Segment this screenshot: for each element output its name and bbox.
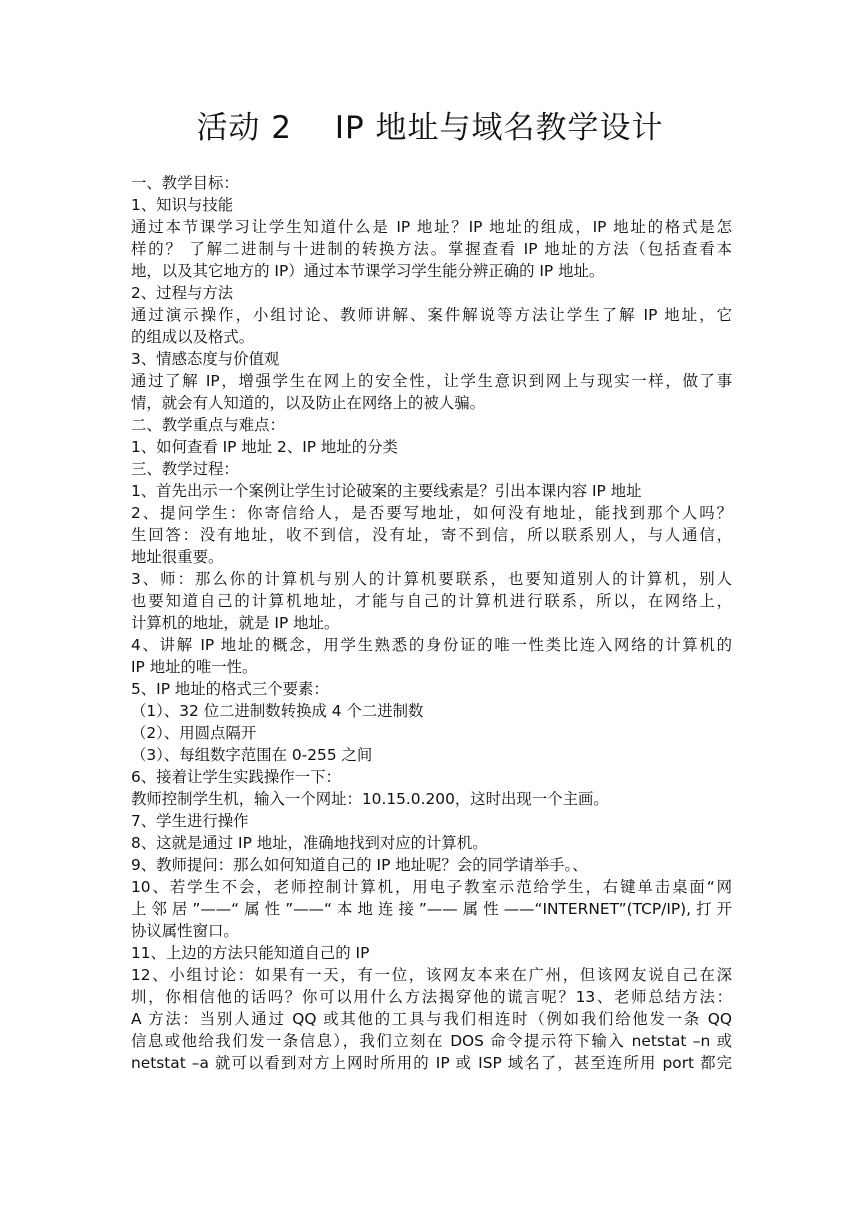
list-item: 6、接着让学生实践操作一下： xyxy=(131,768,341,786)
paragraph-line: 的组成以及格式。 xyxy=(131,328,255,346)
paragraph-line: 样的？ 了解二进制与十进制的转换方法。掌握查看 IP 地址的方法（包括查看本 xyxy=(131,240,732,258)
document-body xyxy=(131,172,732,1074)
heading-teaching-goals: 一、教学目标： xyxy=(131,174,239,192)
list-item: 1、首先出示一个案例让学生讨论破案的主要线索是？引出本课内容 IP 地址 xyxy=(131,482,642,500)
list-item: 10、若学生不会，老师控制计算机，用电子教室示范给学生，右键单击桌面“网 xyxy=(131,878,732,896)
sub-list-item: （3）、每组数字范围在 0-255 之间 xyxy=(131,746,373,764)
list-item: 2、提问学生：你寄信给人，是否要写地址，如何没有地址，能找到那个人吗？ xyxy=(131,504,732,522)
subheading-knowledge-skills: 1、知识与技能 xyxy=(131,196,234,214)
paragraph-line: IP 地址的唯一性。 xyxy=(131,658,258,676)
list-item: 7、学生进行操作 xyxy=(131,812,249,830)
list-item: 3、师：那么你的计算机与别人的计算机要联系，也要知道别人的计算机，别人 xyxy=(131,570,732,588)
list-item: 11、上边的方法只能知道自己的 IP xyxy=(131,944,370,962)
paragraph-line: 协议属性窗口。 xyxy=(131,922,239,940)
paragraph-line: 情，就会有人知道的，以及防止在网络上的被人骗。 xyxy=(131,394,485,412)
list-item: 12、小组讨论：如果有一天，有一位，该网友本来在广州，但该网友说自己在深 xyxy=(131,966,732,984)
paragraph-line: 地，以及其它地方的 IP）通过本节课学习学生能分辨正确的 IP 地址。 xyxy=(131,262,605,280)
list-item: 5、IP 地址的格式三个要素： xyxy=(131,680,329,698)
paragraph-line: 计算机的地址，就是 IP 地址。 xyxy=(131,614,340,632)
paragraph-line: 教师控制学生机，输入一个网址：10.15.0.200，这时出现一个主画。 xyxy=(131,790,609,808)
subheading-attitude-values: 3、情感态度与价值观 xyxy=(131,350,280,368)
sub-list-item: （2）、用圆点隔开 xyxy=(131,724,257,742)
heading-teaching-process: 三、教学过程： xyxy=(131,460,239,478)
paragraph-line: 1、如何查看 IP 地址 2、IP 地址的分类 xyxy=(131,438,398,456)
paragraph-line: 信息或他给我们发一条信息），我们立刻在 DOS 命令提示符下输入 netstat –n 或 xyxy=(131,1032,732,1050)
paragraph-line: A 方法：当别人通过 QQ 或其他的工具与我们相连时（例如我们给他发一条 QQ xyxy=(131,1010,732,1028)
list-item: 8、这就是通过 IP 地址，准确地找到对应的计算机。 xyxy=(131,834,488,852)
list-item: 4、讲解 IP 地址的概念，用学生熟悉的身份证的唯一性类比连入网络的计算机的 xyxy=(131,636,732,654)
paragraph-line: netstat –a 就可以看到对方上网时所用的 IP 或 ISP 域名了，甚至连所用 port 都完 xyxy=(131,1054,732,1072)
paragraph-line: 地址很重要。 xyxy=(131,548,224,566)
heading-key-points: 二、教学重点与难点： xyxy=(131,416,285,434)
paragraph-line: 通过了解 IP，增强学生在网上的安全性，让学生意识到网上与现实一样，做了事 xyxy=(131,372,732,390)
list-item: 9、教师提问：那么如何知道自己的 IP 地址呢？会的同学请举手。、 xyxy=(131,856,588,874)
paragraph-line: 通过本节课学习让学生知道什么是 IP 地址？IP 地址的组成，IP 地址的格式是怎 xyxy=(131,218,732,236)
sub-list-item: （1）、32 位二进制数转换成 4 个二进制数 xyxy=(131,702,424,720)
paragraph-line: 上邻居”——“属性”——“本地连接”——属性——“INTERNET”(TCP/IP),打开 xyxy=(131,900,732,918)
subheading-process-methods: 2、过程与方法 xyxy=(131,284,234,302)
paragraph-line: 生回答：没有地址，收不到信，没有址，寄不到信，所以联系别人，与人通信， xyxy=(131,526,732,544)
paragraph-line: 也要知道自己的计算机地址，才能与自己的计算机进行联系，所以，在网络上， xyxy=(131,592,732,610)
paragraph-line: 圳，你相信他的话吗？你可以用什么方法揭穿他的谎言呢？13、老师总结方法： xyxy=(131,988,732,1006)
paragraph-line: 通过演示操作，小组讨论、教师讲解、案件解说等方法让学生了解 IP 地址，它 xyxy=(131,306,732,324)
document-title: 活动 2 IP 地址与域名教学设计 xyxy=(196,110,664,146)
